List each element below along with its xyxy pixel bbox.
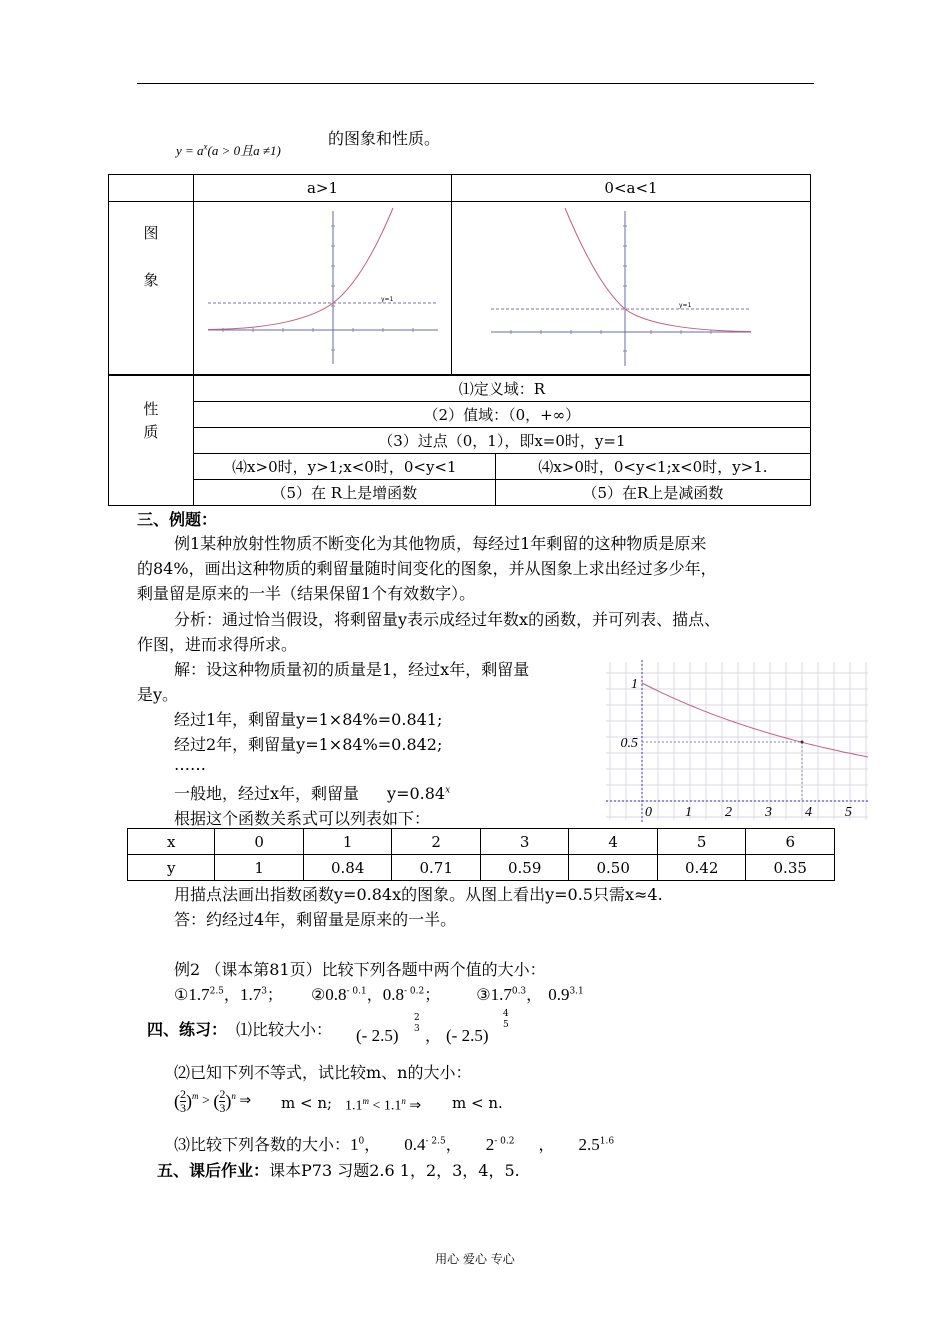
prop-fixed-point: （3）过点（0，1），即x=0时，y=1	[193, 428, 810, 454]
section5: 五、课后作业：课本P73 习题2.6 1，2，3，4，5.	[157, 1161, 520, 1180]
y-tick-label: 1	[631, 677, 638, 692]
table-cell: 6	[746, 829, 835, 855]
col-a-gt-1: a>1	[194, 175, 452, 202]
x-tick-label: 1	[685, 805, 692, 820]
table-cell: 0.42	[657, 855, 746, 881]
graph-decreasing-cell	[452, 202, 811, 375]
table-cell: 3	[480, 829, 569, 855]
table-cell: 1	[303, 829, 392, 855]
graph-y1-label: y=1	[380, 296, 393, 303]
practice-q1-exp1: 2 3	[414, 1013, 420, 1034]
practice-q2-res2: m < n.	[452, 1094, 503, 1112]
section4-title: 四、练习：	[147, 1020, 228, 1039]
graph-y1-label: y=1	[679, 302, 692, 309]
table-cell: x	[128, 829, 215, 855]
practice-q1-sep: ，	[425, 1026, 442, 1045]
table-row	[128, 829, 835, 855]
solution-line3: 经过1年，剩留量y=1×84%=0.841;	[174, 710, 443, 729]
table-cell: 2	[392, 829, 481, 855]
property-detail-table	[108, 375, 811, 506]
table-row	[128, 855, 835, 881]
graph-increasing-cell	[194, 202, 452, 375]
prop-5a: （5）在 R上是增函数	[193, 480, 495, 506]
table-cell: 0.84	[303, 855, 392, 881]
x-tick-label: 5	[845, 805, 852, 820]
solution-line7: 根据这个函数关系式可以列表如下：	[174, 809, 431, 828]
page-footer: 用心 爱心 专心	[435, 1252, 515, 1266]
data-point	[801, 741, 804, 744]
solution-line4: 经过2年，剩留量y=1×84%=0.842;	[174, 735, 443, 754]
practice-q2-label: ⑵已知下列不等式，试比较m、n的大小：	[174, 1063, 472, 1082]
ex1-line2: 的84%，画出这种物质的剩留量随时间变化的图象，并从图象上求出经过多少年，	[137, 559, 717, 578]
prop-domain: ⑴定义域：R	[193, 376, 810, 402]
row-prop-label: 性 质	[109, 376, 194, 506]
practice-q1-expr1: (- 2.5)	[356, 1026, 399, 1045]
row-image-label: 图 象	[109, 202, 194, 375]
prop-4b: ⑷x>0时，0<y<1;x<0时，y>1.	[495, 454, 810, 480]
table-cell: 0.35	[746, 855, 835, 881]
x-tick-label: 4	[805, 805, 812, 820]
solution-line2: 是y。	[137, 685, 179, 704]
analysis-line2: 作图，进而求得所求。	[137, 635, 298, 654]
decay-chart	[606, 660, 868, 822]
section3-title: 三、例题：	[137, 510, 218, 529]
y-tick-label: 0.5	[620, 736, 638, 751]
ex2-line: 例2 （课本第81页）比较下列各题中两个值的大小：	[174, 960, 546, 979]
header-rule	[137, 83, 814, 84]
solution-line1: 解：设这种物质量初的质量是1，经过x年，剩留量	[174, 660, 530, 679]
prop-4a: ⑷x>0时，y>1;x<0时，0<y<1	[193, 454, 495, 480]
header-formula: $y = a^x(a > 0$且a ≠1)	[176, 141, 281, 158]
practice-q2-res1: m < n;	[281, 1094, 333, 1112]
table-cell: 0.59	[480, 855, 569, 881]
analysis-line1: 分析：通过恰当假设，将剩留量y表示成经过年数x的函数，并可列表、描点、	[174, 610, 721, 629]
after-table-line1: 用描点法画出指数函数y=0.84x的图象。从图上看出y=0.5只需x≈4.	[174, 885, 663, 904]
practice-q1-label: ⑴比较大小：	[236, 1020, 333, 1039]
after-table-line2: 答：约经过4年，剩留量是原来的一半。	[174, 910, 457, 929]
table-cell: 0.71	[392, 855, 481, 881]
header-text: 的图象和性质。	[328, 129, 441, 148]
property-table	[108, 174, 811, 375]
table-cell: 4	[569, 829, 658, 855]
practice-q2-ineq1: ( $\frac{2}{3}$ )$^m$ > ( $\frac{2}{3}$ )$^n$ ⇒	[174, 1087, 252, 1115]
graph-increasing	[203, 206, 443, 366]
table-cell: 0.50	[569, 855, 658, 881]
table-cell: 0	[215, 829, 304, 855]
solution-ellipsis: ……	[174, 755, 206, 774]
ex2-items: $①1.7^{2.5}$，$1.7^3$； $②0.8^{- 0.1}$，$0.8^{- 0.2}$； $③1.7^{0.3}$， $0.9^{3.1}$	[174, 985, 584, 1004]
ex1-line3: 剩量留是原来的一半（结果保留1个有效数字）。	[137, 584, 476, 603]
table-cell: 5	[657, 829, 746, 855]
practice-q1-exp2: 4 5	[503, 1009, 509, 1030]
practice-q3: ⑶比较下列各数的大小：$1^0$， $0.4^{- 2.5}$， $2^{- 0.2}$ ， $2.5^{1.6}$	[174, 1135, 615, 1154]
table-cell: y	[128, 855, 215, 881]
x-tick-label: 2	[725, 805, 732, 820]
x-tick-label: 3	[765, 805, 772, 820]
table-cell: 1	[215, 855, 304, 881]
value-table	[127, 828, 835, 881]
prop-5b: （5）在R上是减函数	[495, 480, 810, 506]
solution-line6: 一般地，经过x年，剩留量 $y=0.84^x$	[174, 784, 451, 803]
x-tick-label: 0	[645, 805, 652, 820]
practice-q1-expr2: (- 2.5)	[446, 1026, 489, 1045]
col-a-lt-1: 0<a<1	[452, 175, 811, 202]
ex1-line1: 例1某种放射性物质不断变化为其他物质，每经过1年剩留的这种物质是原来	[174, 534, 707, 553]
graph-decreasing	[461, 206, 801, 366]
prop-range: （2）值域：（0，+∞）	[193, 402, 810, 428]
practice-q2-ineq2: 1.1$^m$ < 1.1$^n$ ⇒	[345, 1096, 422, 1114]
